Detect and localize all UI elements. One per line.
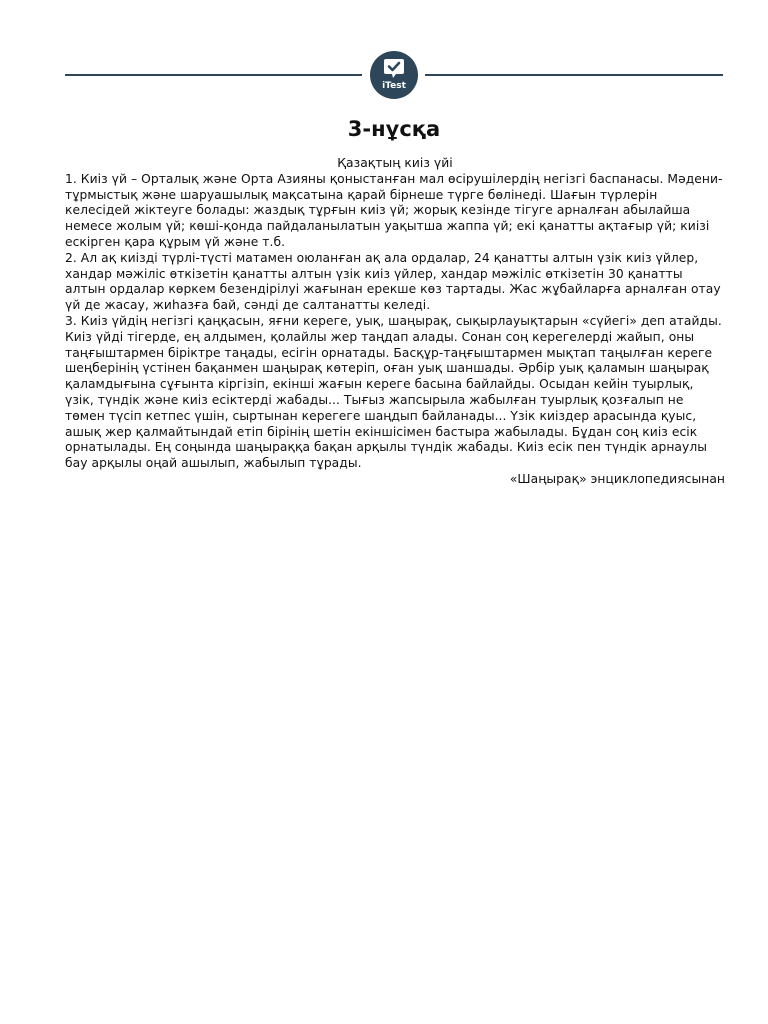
checkmark-bubble-icon — [383, 57, 405, 79]
header-rule-left — [65, 74, 362, 76]
header-rule-right — [425, 74, 723, 76]
logo-text: iTest — [382, 81, 406, 91]
paragraph-3: 3. Киіз үйдің негізгі қаңқасын, яғни кереге, уық, шаңырақ, сықырлауықтарын «сүйегі» деп атайды. Киіз үйді тігерде, ең алдымен, қолайлы жер таңдап алады. Сонан соң керегелерді жайып, оны таңғыштармен біріктре таңады, есігін орнатады. Басқұр-таңғыштармен мықтап таңылған кереге шеңберінің үстінен бақанмен шаңырақ көтеріп, оған уық шаншады. Әрбір уық қаламын шаңырақ қаламдығына сұғынта кіргізіп, екінші жағын кереге басына байлайды. Осыдан кейін туырлық, үзік, түндік және киіз есіктерді жабады... Тығыз жапсырыла жабылған туырлық қозғалып не төмен түсіп кетпес үшін, сыртынан керегеге шаңдып байланады... Үзік киіздер арасында қуыс, ашық жер қалмайтындай етіп бірінің шетін екіншісімен бастыра жабылады. Бұдан соң киіз есік орнатылады. Ең соңында шаңыраққа бақан арқылы түндік жабады. Киіз есік пен түндік арнаулы бау арқылы оңай ашылып, жабылып тұрады. — [65, 313, 722, 471]
itest-logo — [370, 51, 418, 99]
paragraph-1: 1. Киіз үй – Орталық және Орта Азияны қоныстанған мал өсірушілердің негізгі баспанасы. Мәдени-тұрмыстық және шаруашылық мақсатына қарай бірнеше түрге бөлінеді. Шағын түрлерін келесідей жіктеуге болады: жаздық тұрғын киіз үй; жорық кезінде тігуге арналған абылайша немесе жолым үй; көші-қонда пайдаланылатын уақытша жаппа үй; екі қанатты ақтағыр үй; киізі ескірген қара құрым үй және т.б. — [65, 171, 723, 249]
paragraph-2: 2. Ал ақ киізді түрлі-түсті матамен оюланған ақ ала ордалар, 24 қанатты алтын үзік киіз үйлер, хандар мәжіліс өткізетін қанатты алтын үзік киіз үйлер, хандар мәжіліс өткізетін 30 қанатты алтын ордалар көркем безендірілуі жағынан ерекше көз тартады. Жас жұбайларға арналған отау үй де жасау, жиһазға бай, сәнді де салтанатты келеді. — [65, 250, 721, 313]
variant-title: 3-нұсқа — [347, 117, 441, 141]
page-header — [65, 51, 723, 99]
source-citation: «Шаңырақ» энциклопедиясынан — [509, 471, 725, 486]
document-heading: Қазақтың киіз үйі — [337, 156, 453, 170]
document-body — [65, 156, 725, 488]
